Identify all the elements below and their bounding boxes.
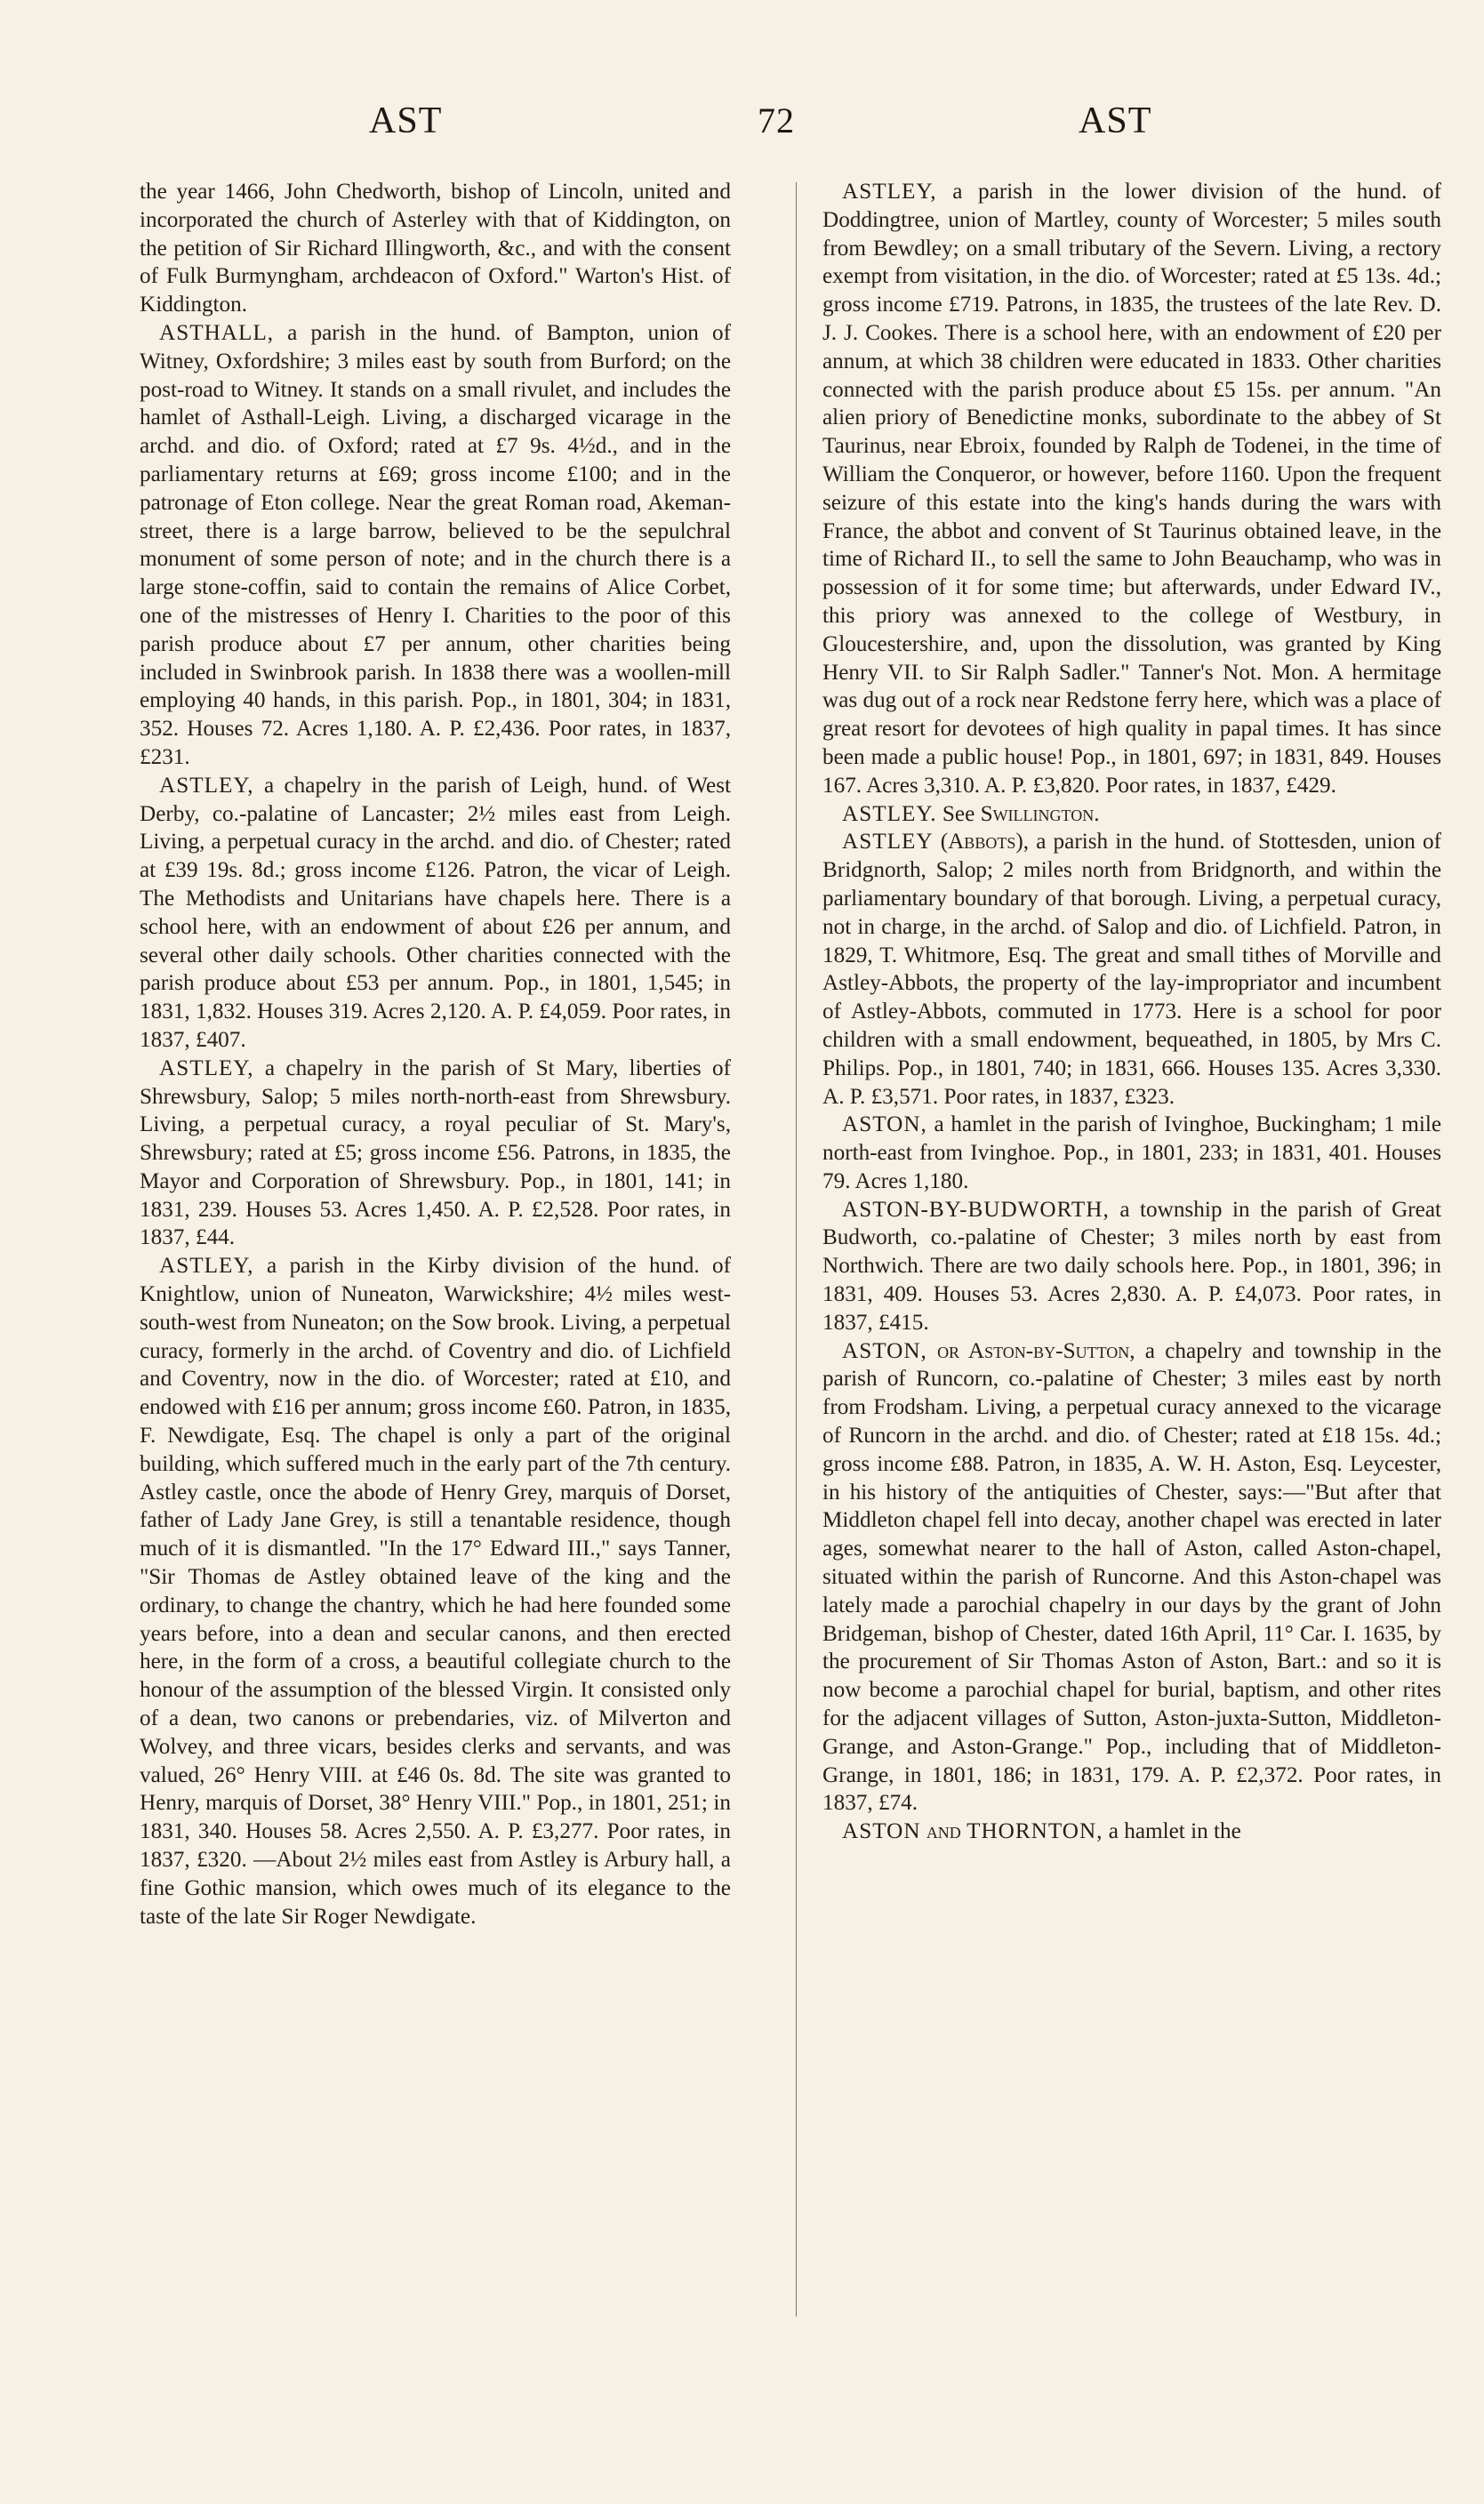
swillington-reference: Swillington. bbox=[980, 801, 1100, 826]
running-head-right: AST bbox=[1079, 100, 1152, 141]
astley-warwickshire-headword: ASTLEY, bbox=[159, 1254, 254, 1279]
aston-by-sutton-description: a chapelry and township in the parish of Runcorn, co.-palatine of Chester; 3 miles east by north from Frodsham. Living, a perpetual curacy annexed to the vicarage of Runcorn in the archd. and dio. of Chester; rated at £18 15s. 4d.; gross income £88. Patron, in 1835, A. W. H. Aston, Esq. Leycester, in his history of the antiquities of Chester, says:—"But after that Middleton chapel fell into decay, another chapel was erected in later ages, somewhat nearer to the hall of Aston, called Aston-chapel, situated within the parish of Runcorne. And this Aston-chapel was lately made a parochial chapelry in our days by the grant of John Bridgeman, bishop of Chester, dated 16th April, 11° Car. I. 1635, by the procurement of Sir Thomas Aston of Aston, Bart.: and so it is now become a parochial chapel for burial, baptism, and other rites for the adjacent villages of Sutton, Aston-juxta-Sutton, Middleton-Grange, and Aston-Grange." Pop., including that of Middleton-Grange, in 1801, 186; in 1831, 179. A. P. £2,372. Poor rates, in 1837, £74. bbox=[822, 1338, 1441, 1816]
astley-leigh-headword: ASTLEY, bbox=[159, 773, 254, 798]
aston-by-sutton-subheading: or Aston-by-Sutton, bbox=[937, 1338, 1135, 1363]
column-divider bbox=[796, 182, 797, 2316]
astley-warwickshire-entry bbox=[140, 1252, 731, 1930]
aston-by-budworth-headword: ASTON-BY-BUDWORTH, bbox=[842, 1197, 1110, 1222]
aston-and-thornton-entry bbox=[822, 1818, 1441, 1846]
aston-ivinghoe-headword: ASTON, bbox=[842, 1112, 927, 1137]
left-column bbox=[140, 178, 731, 1930]
asthall-entry bbox=[140, 319, 731, 772]
aston-and-thornton-headword: ASTON bbox=[842, 1819, 921, 1844]
aston-by-budworth-description: a township in the parish of Great Budworth, co.-palatine of Chester; 3 miles north by east from Northwich. There are two daily schools here. Pop., in 1801, 396; in 1831, 409. Houses 53. Acres 2,830. A. P. £4,073. Poor rates, in 1837, £415. bbox=[822, 1197, 1441, 1335]
aston-by-budworth-entry bbox=[822, 1196, 1441, 1337]
astley-shrewsbury-description: a chapelry in the parish of St Mary, liberties of Shrewsbury, Salop; 5 miles north-north-east from Shrewsbury. Living, a perpetual curacy, a royal peculiar of St. Mary's, Shrewsbury; rated at £5; gross income £56. Patrons, in 1835, the Mayor and Corporation of Shrewsbury. Pop., in 1801, 141; in 1831, 239. Houses 53. Acres 1,450. A. P. £2,528. Poor rates, in 1837, £44. bbox=[140, 1055, 731, 1250]
right-column bbox=[822, 178, 1441, 1846]
aston-and-thornton-description: a hamlet in the bbox=[1103, 1819, 1241, 1844]
aston-ivinghoe-description: a hamlet in the parish of Ivinghoe, Buckingham; 1 mile north-east from Ivinghoe. Pop., in 1801, 233; in 1831, 401. Houses 79. Acres 1,180. bbox=[822, 1112, 1441, 1193]
asthall-headword: ASTHALL, bbox=[159, 320, 275, 345]
and-connective: and bbox=[926, 1819, 961, 1844]
asthall-description: a parish in the hund. of Bampton, union of Witney, Oxfordshire; 3 miles east by south from Burford; on the post-road to Witney. It stands on a small rivulet, and includes the hamlet of Asthall-Leigh. Living, a discharged vicarage in the archd. and dio. of Oxford; rated at £7 9s. 4½d., and in the parliamentary returns at £69; gross income £100; and in the patronage of Eton college. Near the great Roman road, Akeman-street, there is a large barrow, believed to be the sepulchral monument of some person of note; and in the church there is a large stone-coffin, said to contain the remains of Alice Corbet, one of the mistresses of Henry I. Charities to the poor of this parish produce about £7 per annum, other charities being included in Swinbrook parish. In 1838 there was a woollen-mill employing 40 hands, in this parish. Pop., in 1801, 304; in 1831, 352. Houses 72. Acres 1,180. A. P. £2,436. Poor rates, in 1837, £231. bbox=[140, 320, 731, 769]
astley-worcester-entry bbox=[822, 178, 1441, 800]
astley-see-headword: ASTLEY. bbox=[842, 801, 937, 826]
astley-abbots-headword: ASTLEY bbox=[842, 830, 934, 855]
asterley-continued-entry: the year 1466, John Chedworth, bishop of Lincoln, united and incorporated the church of Asterley with that of Kiddington, on the petition of Sir Richard Illingworth, &c., and with the consent of Fulk Burmyngham, archdeacon of Oxford." Warton's Hist. of Kiddington. bbox=[140, 180, 731, 317]
running-head-left: AST bbox=[369, 100, 443, 141]
aston-by-sutton-headword: ASTON, bbox=[842, 1338, 927, 1363]
astley-worcester-description: a parish in the lower division of the hund. of Doddingtree, union of Martley, county of Worcester; 5 miles south from Bewdley; on a small tributary of the Severn. Living, a rectory exempt from visitation, in the dio. of Worcester; rated at £5 13s. 4d.; gross income £719. Patrons, in 1835, the trustees of the late Rev. D. J. J. Cookes. There is a school here, with an endowment of £20 per annum, at which 38 children were educated in 1833. Other charities connected with the parish produce about £5 15s. per annum. "An alien priory of Benedictine monks, subordinate to the abbey of St Taurinus, near Ebroix, founded by Ralph de Todenei, in the time of William the Conqueror, or however, before 1160. Upon the frequent seizure of this estate into the king's hands during the wars with France, the abbot and convent of St Taurinus obtained leave, in the time of Richard II., to sell the same to John Beauchamp, who was in possession of it for some time; but afterwards, under Edward IV., this priory was annexed to the college of Westbury, in Gloucestershire, and, upon the dissolution, was granted by King Henry VII. to Sir Ralph Sadler." Tanner's Not. Mon. A hermitage was dug out of a rock near Redstone ferry here, which was a place of great resort for devotees of high quality in papal times. It has since been made a public house! Pop., in 1801, 697; in 1831, 849. Houses 167. Acres 3,310. A. P. £3,820. Poor rates, in 1837, £429. bbox=[822, 180, 1441, 798]
see-reference-prefix: See bbox=[936, 801, 981, 826]
astley-leigh-description: a chapelry in the parish of Leigh, hund. of West Derby, co.-palatine of Lancaster; 2½ miles east from Leigh. Living, a perpetual curacy in the archd. and dio. of Chester; rated at £39 19s. 8d.; gross income £126. Patron, the vicar of Leigh. The Methodists and Unitarians have chapels here. There is a school here, with an endowment of about £26 per annum, and several other daily schools. Other charities connected with the parish produce about £53 per annum. Pop., in 1801, 1,545; in 1831, 1,832. Houses 319. Acres 2,120. A. P. £4,059. Poor rates, in 1837, £407. bbox=[140, 773, 731, 1052]
astley-shrewsbury-headword: ASTLEY, bbox=[159, 1055, 254, 1080]
astley-see-entry bbox=[822, 800, 1441, 829]
astley-shrewsbury-entry bbox=[140, 1055, 731, 1253]
astley-abbots-entry bbox=[822, 828, 1441, 1111]
page-number: 72 bbox=[758, 100, 795, 140]
aston-ivinghoe-entry bbox=[822, 1111, 1441, 1195]
thornton-headword: THORNTON, bbox=[967, 1819, 1103, 1844]
astley-abbots-description: a parish in the hund. of Stottesden, union of Bridgnorth, Salop; 2 miles north from Bridgnorth, and within the parliamentary boundary of that borough. Living, a perpetual curacy, not in charge, in the archd. of Salop and dio. of Lichfield. Patron, in 1829, T. Whitmore, Esq. The great and small tithes of Morville and Astley-Abbots, the property of the lay-impropriator and incumbent of Astley-Abbots, commuted in 1773. Here is a school for poor children with a small endowment, bequeathed, in 1805, by Mrs C. Philips. Pop., in 1801, 740; in 1831, 666. Houses 135. Acres 3,330. A. P. £3,571. Poor rates, in 1837, £323. bbox=[822, 830, 1441, 1109]
astley-worcester-headword: ASTLEY, bbox=[842, 180, 937, 204]
astley-leigh-entry bbox=[140, 772, 731, 1055]
aston-by-sutton-entry bbox=[822, 1337, 1441, 1818]
abbots-subheading: (Abbots), bbox=[940, 830, 1030, 855]
astley-warwickshire-description: a parish in the Kirby division of the hund. of Knightlow, union of Nuneaton, Warwickshire; 4½ miles west-south-west from Nuneaton; on the Sow brook. Living, a perpetual curacy, formerly in the archd. of Coventry and dio. of Lichfield and Coventry, now in the dio. of Worcester; rated at £10, and endowed with £16 per annum; gross income £60. Patron, in 1835, F. Newdigate, Esq. The chapel is only a part of the original building, which suffered much in the early part of the 7th century. Astley castle, once the abode of Henry Grey, marquis of Dorset, father of Lady Jane Grey, is still a tenantable residence, though much of it is dismantled. "In the 17° Edward III.," says Tanner, "Sir Thomas de Astley obtained leave of the king and the ordinary, to change the chantry, which he had here founded some years before, into a dean and secular canons, and then erected here, in the form of a cross, a beautiful collegiate church to the honour of the assumption of the blessed Virgin. It consisted only of a dean, two canons or prebendaries, viz. of Milverton and Wolvey, and three vicars, besides clerks and servants, and was valued, 26° Henry VIII. at £46 0s. 8d. The site was granted to Henry, marquis of Dorset, 38° Henry VIII." Pop., in 1801, 251; in 1831, 340. Houses 58. Acres 2,550. A. P. £3,277. Poor rates, in 1837, £320. —About 2½ miles east from Astley is Arbury hall, a fine Gothic mansion, which owes much of its elegance to the taste of the late Sir Roger Newdigate. bbox=[140, 1254, 731, 1929]
